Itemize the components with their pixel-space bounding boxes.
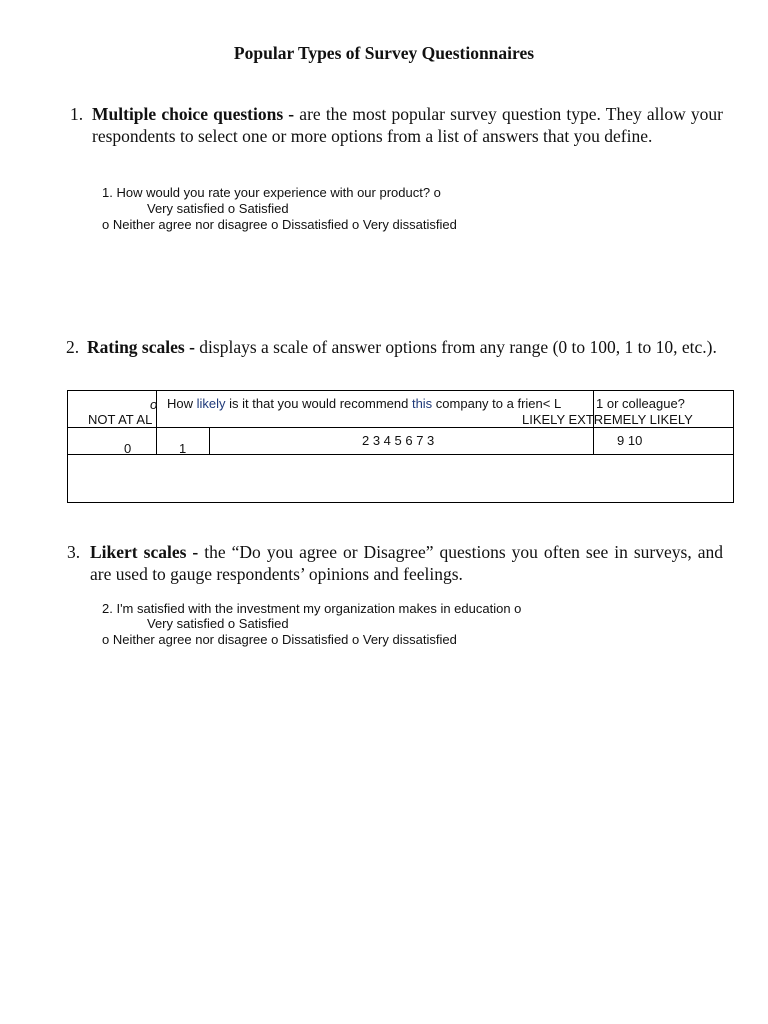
section-body [70,104,723,147]
label-not-at-all: NOT AT AL [88,412,153,427]
label-likely-extremely-likely: LIKELY EXTREMELY LIKELY [522,412,693,427]
section-number: 3. [67,542,81,562]
example-options-1b: o Neither agree nor disagree o Dissatisfied o Very dissatisfied [102,217,457,232]
example-options-2b: o Neither agree nor disagree o Dissatisfied o Very dissatisfied [102,632,457,647]
scale-values-middle: 2 3 4 5 6 7 3 [362,433,435,448]
section-text: are the most popular survey question type. They allow your respondents to select one or more options from a list of answers that you define. [92,104,723,146]
section-heading: Likert scales - [90,542,199,562]
example-options-2a: Very satisfied o Satisfied [147,616,289,631]
page-title: Popular Types of Survey Questionnaires [233,43,535,63]
section-text: the “Do you agree or Disagree” questions you often see in surveys, and are used to gauge respondents’ opinions and feelings. [90,542,723,584]
scale-value: 0 [124,441,132,456]
rating-question-end: 1 or colleague? [596,396,685,411]
section-multiple-choice [70,104,723,147]
table-fragment: o [150,397,158,412]
rating-question: How likely is it that you would recommend this company to a frien< L [167,396,562,411]
scale-values-end: 9 10 [617,433,643,448]
table-divider [68,454,733,455]
section-body [70,542,723,585]
table-divider [68,427,733,428]
section-number: 2. [66,337,80,357]
section-rating-scales [66,337,723,359]
section-number: 1. [70,104,84,124]
section-likert-scales [67,542,723,585]
example-options-1a: Very satisfied o Satisfied [147,201,289,216]
section-heading: Rating scales - [87,337,195,357]
example-question-1: 1. How would you rate your experience with our product? o [102,185,441,200]
section-text: displays a scale of answer options from any range (0 to 100, 1 to 10, etc.). [194,337,717,357]
rating-scale-table [67,390,734,503]
scale-value: 1 [179,441,187,456]
table-divider [209,427,210,454]
example-question-2: 2. I'm satisfied with the investment my organization makes in education o [102,601,522,616]
section-heading: Multiple choice questions - [92,104,295,124]
section-body [70,337,723,359]
